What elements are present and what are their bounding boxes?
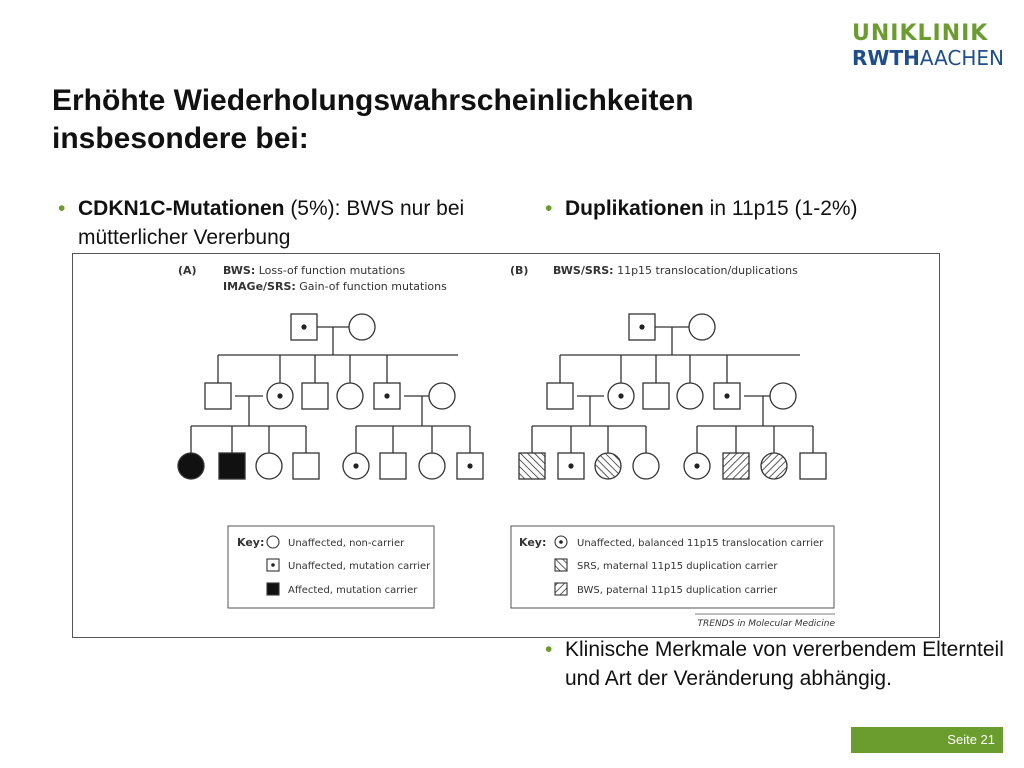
- logo-line-rwth-aachen: [852, 46, 1005, 70]
- pedigree-a-g2-male-2: [302, 383, 328, 409]
- bullet-klinische-merkmale-text: Klinische Merkmale von vererbendem Elternteil und Art der Veränderung abhängig.: [565, 638, 1004, 690]
- circle-open-icon: [267, 536, 279, 548]
- key-b-title: Key:: [519, 536, 547, 549]
- panel-a-line2-rest: Gain-of function mutations: [295, 280, 447, 293]
- pedigree-svg: [73, 254, 939, 637]
- pedigree-b-g1-mother: [689, 314, 715, 340]
- panel-a-line1-rest: Loss-of function mutations: [255, 264, 406, 277]
- pedigree-a-g2-female-2: [337, 383, 363, 409]
- pedigree-a-g3-affected-female: [178, 453, 204, 479]
- carrier-dot: [694, 463, 699, 468]
- carrier-dot: [568, 463, 573, 468]
- pedigree-b-g2-male-1: [547, 383, 573, 409]
- pedigree-a-g1-mother: [349, 314, 375, 340]
- bullet-duplikationen-bold: Duplikationen: [565, 197, 704, 220]
- pedigree-a-generation-3: [178, 453, 483, 479]
- bullet-cdkn1c-bold: CDKN1C-Mutationen: [78, 197, 285, 220]
- bullet-cdkn1c: [58, 194, 538, 252]
- bullet-duplikationen-text: in 11p15 (1-2%): [703, 197, 858, 220]
- pedigree-b-g2-male-2: [643, 383, 669, 409]
- carrier-dot: [618, 393, 623, 398]
- key-b-item-2: SRS, maternal 11p15 duplication carrier: [577, 561, 778, 572]
- key-a-title: Key:: [237, 536, 265, 549]
- key-a-item-1: Unaffected, non-carrier: [288, 538, 405, 549]
- logo-aachen: AACHEN: [919, 46, 1005, 70]
- carrier-dot: [724, 393, 729, 398]
- carrier-dot: [277, 393, 282, 398]
- page-number: Seite 21: [947, 732, 995, 747]
- pedigree-a-g2-female-3: [429, 383, 455, 409]
- slide-title: [52, 82, 832, 158]
- panel-a-line2: [223, 280, 447, 293]
- pedigree-b-g3-srs-female: [595, 453, 621, 479]
- pedigree-b-g2-female-3: [770, 383, 796, 409]
- carrier-dot: [301, 324, 306, 329]
- pedigree-a-g3-male: [293, 453, 319, 479]
- pedigree-b-g3-male: [800, 453, 826, 479]
- panel-b-line1: [553, 264, 798, 277]
- slide-title-line1: Erhöhte Wiederholungswahrscheinlichkeiten: [52, 84, 694, 117]
- panel-a-line2-bold: IMAGe/SRS:: [223, 280, 296, 293]
- uniklinik-rwth-aachen-logo: [852, 21, 1005, 70]
- panel-b-line1-bold: BWS/SRS:: [553, 264, 614, 277]
- hatch-back-square-icon: [555, 559, 567, 571]
- pedigree-a-g3-female: [256, 453, 282, 479]
- key-panel-b: [511, 526, 834, 608]
- panel-a-label: (A): [178, 264, 197, 277]
- pedigree-b-g3-bws-male: [723, 453, 749, 479]
- panel-b-line1-rest: 11p15 translocation/duplications: [613, 264, 798, 277]
- panel-b-label: (B): [510, 264, 529, 277]
- bullet-cdkn1c-text: (5%): BWS nur bei mütterlicher Vererbung: [78, 197, 465, 249]
- square-filled-icon: [267, 583, 279, 595]
- pedigree-b-g2-female-2: [677, 383, 703, 409]
- pedigree-a-g3-affected-male: [219, 453, 245, 479]
- carrier-dot: [467, 463, 472, 468]
- pedigree-a-g3-female-2: [419, 453, 445, 479]
- panel-a-line1-bold: BWS:: [223, 264, 256, 277]
- pedigree-b-g3-female: [633, 453, 659, 479]
- panel-a-line1: [223, 264, 405, 277]
- carrier-dot: [271, 563, 275, 567]
- carrier-dot: [353, 463, 358, 468]
- pedigree-b-generation-3: [519, 453, 826, 479]
- bullet-duplikationen: [545, 194, 1024, 223]
- key-panel-a: [228, 526, 434, 608]
- pedigree-figure: [72, 253, 940, 638]
- key-a-item-3: Affected, mutation carrier: [288, 585, 418, 596]
- carrier-dot: [639, 324, 644, 329]
- key-a-item-2: Unaffected, mutation carrier: [288, 561, 431, 572]
- page-number-footer: [851, 727, 1003, 753]
- key-b-item-1: Unaffected, balanced 11p15 translocation carrier: [577, 538, 824, 549]
- logo-line-uniklinik: UNIKLINIK: [852, 21, 989, 46]
- logo-rwth: RWTH: [852, 46, 920, 70]
- pedigree-b-g3-srs-male: [519, 453, 545, 479]
- key-b-item-3: BWS, paternal 11p15 duplication carrier: [577, 585, 778, 596]
- pedigree-a-lines: [191, 327, 470, 453]
- pedigree-b-g3-bws-female: [761, 453, 787, 479]
- bullet-klinische-merkmale: [545, 635, 1024, 693]
- hatch-forward-square-icon: [555, 583, 567, 595]
- slide-title-line2: insbesondere bei:: [52, 122, 309, 155]
- pedigree-a-g3-male-2: [380, 453, 406, 479]
- pedigree-a-g2-male-1: [205, 383, 231, 409]
- carrier-dot: [384, 393, 389, 398]
- figure-credit: TRENDS in Molecular Medicine: [697, 619, 835, 629]
- carrier-dot: [559, 540, 563, 544]
